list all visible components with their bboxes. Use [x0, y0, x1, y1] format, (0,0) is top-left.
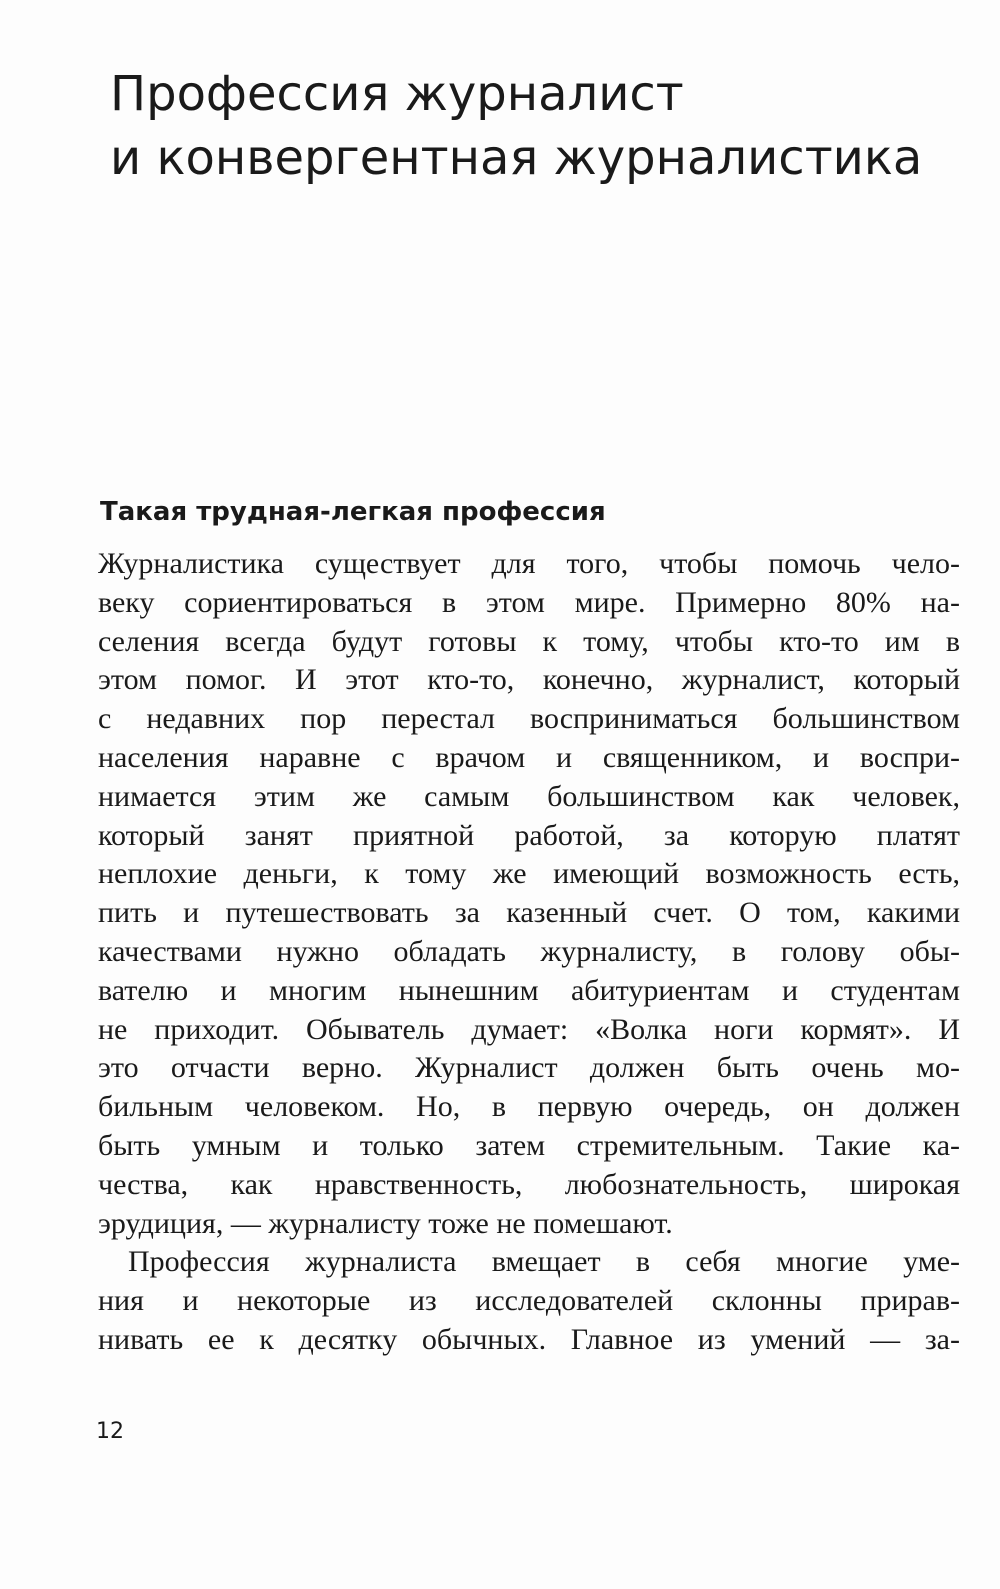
page-number: 12	[96, 1419, 124, 1444]
chapter-title-line: и конвергентная журналистика	[110, 130, 923, 186]
text-line: веку сориентироваться в этом мире. Примерно 80% на-	[98, 585, 960, 619]
section-heading: Такая трудная-легкая профессия	[100, 497, 606, 527]
text-line: с недавних пор перестал восприниматься большинством	[98, 702, 960, 736]
text-line: который занят приятной работой, за которую платят	[98, 818, 960, 852]
text-line: качествами нужно обладать журналисту, в голову обы-	[98, 934, 960, 968]
text-line: селения всегда будут готовы к тому, чтобы кто-то им в	[98, 624, 960, 658]
text-line: бильным человеком. Но, в первую очередь, он должен	[98, 1090, 960, 1124]
text-line: нимается этим же самым большинством как человек,	[98, 779, 960, 813]
text-line: этом помог. И этот кто-то, конечно, журналист, который	[98, 663, 960, 697]
text-line: неплохие деньги, к тому же имеющий возможность есть,	[98, 857, 960, 891]
text-line: это отчасти верно. Журналист должен быть очень мо-	[98, 1051, 960, 1085]
text-line: нивать ее к десятку обычных. Главное из умений — за-	[98, 1322, 960, 1356]
text-line: Журналистика существует для того, чтобы помочь чело-	[98, 547, 960, 580]
text-line: вателю и многим нынешним абитуриентам и студентам	[98, 973, 960, 1007]
text-line: чества, как нравственность, любознательность, широкая	[98, 1167, 960, 1201]
text-line: населения наравне с врачом и священником, и воспри-	[98, 740, 960, 774]
text-line: эрудиция, — журналисту тоже не помешают.	[98, 1206, 673, 1240]
paragraph-1	[98, 545, 960, 1243]
paragraph-2	[98, 1243, 960, 1359]
text-line: быть умным и только затем стремительным. Такие ка-	[98, 1128, 960, 1162]
text-line: пить и путешествовать за казенный счет. О том, какими	[98, 896, 960, 930]
text-line: не приходит. Обыватель думает: «Волка ноги кормят». И	[98, 1012, 960, 1046]
chapter-title	[110, 62, 980, 190]
text-line: Профессия журналиста вмещает в себя многие уме-	[128, 1245, 960, 1279]
chapter-title-line: Профессия журналист	[110, 66, 684, 122]
body-text	[98, 545, 960, 1360]
text-line: ния и некоторые из исследователей склонны прирав-	[98, 1284, 960, 1318]
